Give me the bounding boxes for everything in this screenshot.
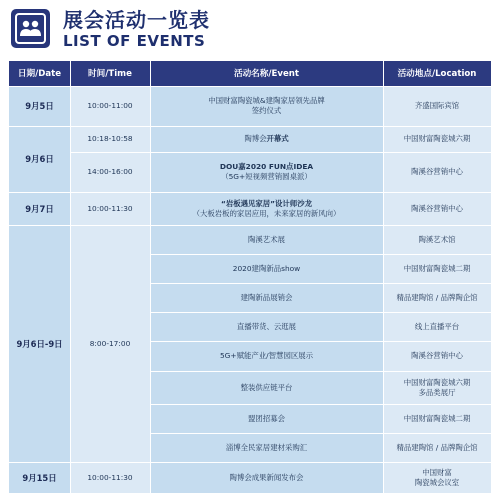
location-cell: 陶溪谷营销中心 (383, 341, 491, 371)
date-cell: 9月6日-9日 (9, 225, 70, 462)
time-cell: 14:00-16:00 (70, 152, 150, 192)
event-line: 中国财富陶瓷城&建陶家居领先品牌 (208, 96, 325, 105)
location-cell: 精品建陶馆 / 品牌陶企馆 (383, 433, 491, 462)
grid-line (150, 341, 491, 342)
event-cell: 5G+赋能产业/智慧园区展示 (150, 341, 383, 371)
grid-line (150, 433, 491, 434)
location-cell: 陶溪谷营销中心 (383, 192, 491, 225)
grid-line (70, 152, 491, 153)
location-cell: 中国财富陶瓷城二期 (383, 254, 491, 283)
event-cell (150, 192, 383, 225)
event-cell: 2020建陶新品show (150, 254, 383, 283)
grid-line (9, 225, 491, 226)
column-header-time: 时间/Time (70, 61, 150, 86)
grid-line (150, 312, 491, 313)
location-cell: 陶溪谷营销中心 (383, 152, 491, 192)
location-cell: 中国财富陶瓷城六期 (383, 126, 491, 152)
grid-line (9, 126, 491, 127)
event-cell: 陶溪艺术展 (150, 225, 383, 254)
time-cell: 10:18-10:58 (70, 126, 150, 152)
location-cell: 精品建陶馆 / 品牌陶企馆 (383, 283, 491, 312)
event-line: DOU嘉2020 FUN点IDEA (219, 162, 314, 171)
grid-line (150, 283, 491, 284)
event-cell: 盟团招募会 (150, 404, 383, 433)
location-cell: 齐盛国际宾馆 (383, 86, 491, 126)
location-cell (383, 371, 491, 404)
event-cell: 淄博全民家居建材采购汇 (150, 433, 383, 462)
location-line: 中国财富 (422, 467, 452, 477)
event-line: 陶博会 (244, 134, 267, 143)
column-header-date: 日期/Date (9, 61, 70, 86)
page-title: 展会活动一览表 (63, 8, 210, 32)
grid-line (9, 86, 491, 87)
event-cell (150, 86, 383, 126)
event-cell: 陶博会成果新闻发布会 (150, 462, 383, 493)
date-cell: 9月7日 (9, 192, 70, 225)
event-line-bold: 开幕式 (266, 134, 289, 143)
grid-line (9, 462, 491, 463)
column-header-event: 活动名称/Event (150, 61, 383, 86)
event-line: “岩板遇见家居”设计师沙龙 (220, 198, 312, 208)
people-icon (11, 9, 50, 48)
grid-line (9, 192, 491, 193)
event-line: 签约仪式 (251, 106, 282, 115)
location-cell: 陶溪艺术馆 (383, 225, 491, 254)
date-cell: 9月15日 (9, 462, 70, 493)
grid-line (150, 404, 491, 405)
location-line: 中国财富陶瓷城六期 (403, 377, 471, 387)
events-table (9, 61, 491, 493)
page-header (0, 0, 500, 58)
grid-line (150, 254, 491, 255)
page-subtitle: LIST OF EVENTS (63, 32, 206, 50)
event-line: （5G+短视频营销圆桌派） (221, 172, 312, 181)
event-cell: 整装供应链平台 (150, 371, 383, 404)
event-line: （大板岩板的家居应用，未来家居的新风向） (192, 208, 341, 218)
event-cell: 建陶新品展销会 (150, 283, 383, 312)
event-cell (150, 152, 383, 192)
location-line: 陶瓷城会议室 (414, 477, 460, 487)
time-cell: 10:00-11:30 (70, 192, 150, 225)
date-cell: 9月6日 (9, 126, 70, 192)
date-cell: 9月5日 (9, 86, 70, 126)
event-cell (150, 126, 383, 152)
location-cell: 线上直播平台 (383, 312, 491, 341)
time-cell: 10:00-11:00 (70, 86, 150, 126)
event-cell: 直播带货、云逛展 (150, 312, 383, 341)
location-cell: 中国财富陶瓷城二期 (383, 404, 491, 433)
location-cell (383, 462, 491, 493)
time-cell: 8:00-17:00 (70, 225, 150, 462)
column-header-location: 活动地点/Location (383, 61, 491, 86)
time-cell: 10:00-11:30 (70, 462, 150, 493)
grid-line (150, 371, 491, 372)
location-line: 多品类展厅 (418, 387, 456, 397)
